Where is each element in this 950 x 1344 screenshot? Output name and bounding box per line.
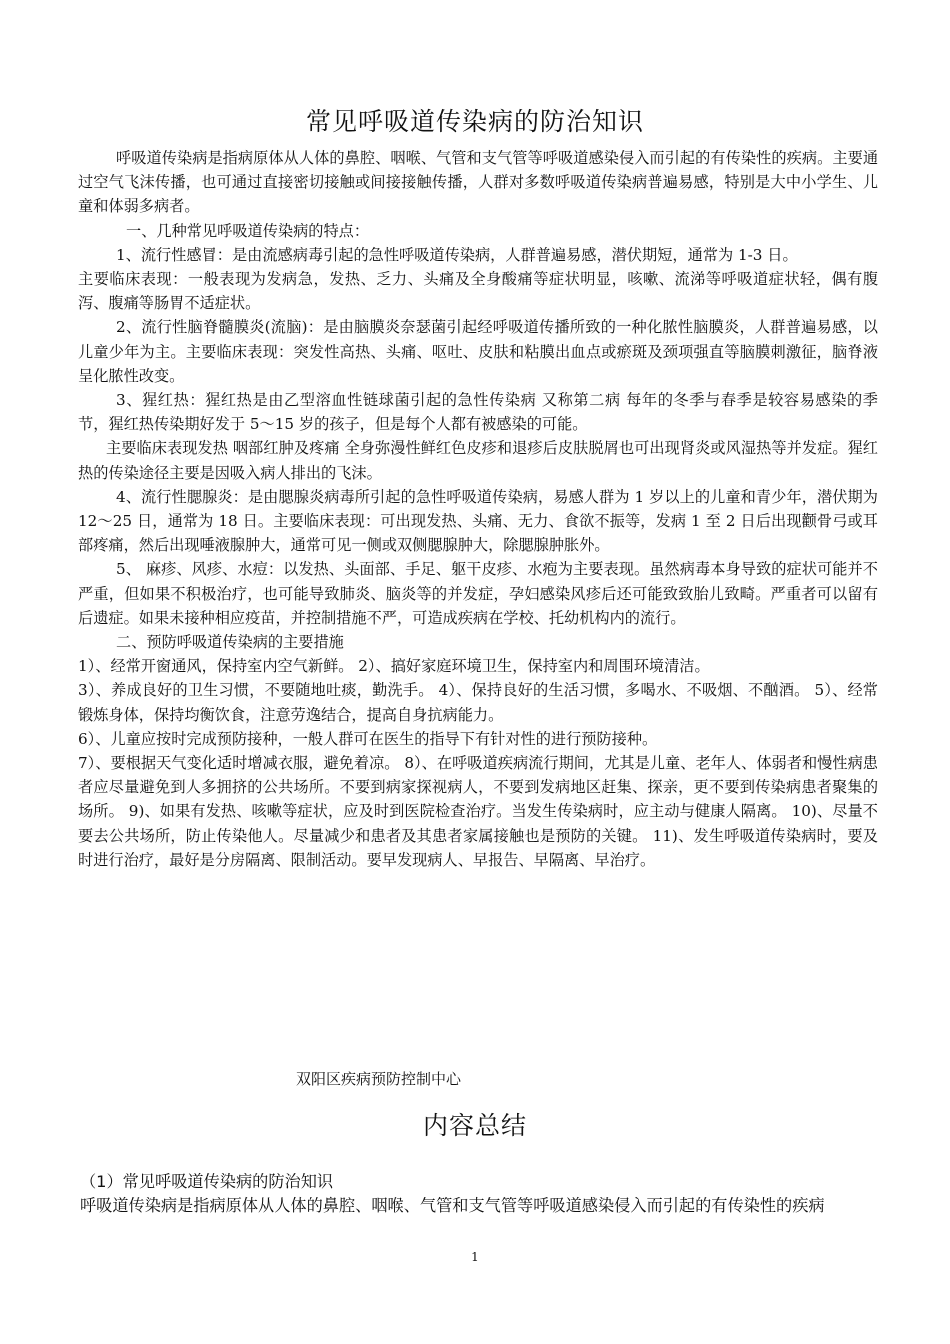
summary-item-text: 呼吸道传染病是指病原体从人体的鼻腔、咽喉、气管和支气管等呼吸道感染侵入而引起的有传染性的疾病 (80, 1196, 825, 1215)
prevention-item: 3）、养成良好的卫生习惯，不要随地吐痰，勤洗手。 4）、保持良好的生活习惯，多喝水、不吸烟、不酗酒。 5）、经常锻炼身体，保持均衡饮食，注意劳逸结合，提高自身抗病能力。 (78, 681, 878, 724)
mumps-paragraph: 4、流行性腮腺炎：是由腮腺炎病毒所引起的急性呼吸道传染病，易感人群为 1 岁以上的儿童和青少年，潜伏期为 12～25 日，通常为 18 日。主要临床表现：可出现发热、头痛、无力、食欲不振等，发病 1 至 2 日后出现颧骨弓或耳部疼痛，然后出现唾液腺肿大，通常可见一侧或双侧腮腺肿大，除腮腺肿胀外。 (78, 487, 878, 555)
prevention-item: 7）、要根据天气变化适时增减衣服，避免着凉。 8）、在呼吸道疾病流行期间，尤其是儿童、老年人、体弱者和慢性病患者应尽量避免到人多拥挤的公共场所。不要到病家探视病人，不要到发病地区赶集、探亲，更不要到传染病患者聚集的场所。 9)、如果有发热、咳嗽等症状，应及时到医院检查治疗。当发生传染病时，应主动与健康人隔离。 10)、尽量不要去公共场所，防止传染他人。尽量减少和患者及其患者家属接触也是预防的关键。 11)、发生呼吸道传染病时，要及时进行治疗，最好是分房隔离、限制活动。要早发现病人、早报告、早隔离、早治疗。 (78, 754, 878, 869)
summary-item-heading: （1）常见呼吸道传染病的防治知识 (80, 1172, 334, 1191)
page-number: 1 (471, 1250, 479, 1264)
section-heading-prevention: 二、预防呼吸道传染病的主要措施 (116, 633, 344, 652)
prevention-item: 1）、经常开窗通风，保持室内空气新鲜。 2）、搞好家庭环境卫生，保持室内和周围环境清洁。 (78, 657, 710, 676)
intro-paragraph: 呼吸道传染病是指病原体从人体的鼻腔、咽喉、气管和支气管等呼吸道感染侵入而引起的有传染性的疾病。主要通过空气飞沫传播，也可通过直接密切接触或间接接触传播，人群对多数呼吸道传染病普遍易感，特别是大中小学生、儿童和体弱多病者。 (78, 149, 878, 216)
signature: 双阳区疾病预防控制中心 (296, 1070, 462, 1088)
section-heading-features: 一、几种常见呼吸道传染病的特点： (126, 221, 369, 240)
measles-paragraph: 5、 麻疹、风疹、水痘：以发热、头面部、手足、躯干皮疹、水疱为主要表现。虽然病毒本身导致的症状可能并不严重，但如果不积极治疗，也可能导致肺炎、脑炎等的并发症，孕妇感染风疹后还可能致致胎儿致畸。严重者可以留有后遗症。如果未接种相应疫苗，并控制措施不严，可造成疾病在学校、托幼机构内的流行。 (78, 560, 878, 627)
summary-title: 内容总结 (422, 1111, 527, 1140)
scarlet-fever-symptoms-paragraph: 主要临床表现发热 咽部红肿及疼痛 全身弥漫性鲜红色皮疹和退疹后皮肤脱屑也可出现肾炎或风湿热等并发症。猩红热的传染途径主要是因吸入病人排出的飞沫。 (78, 439, 878, 482)
summary-body (80, 1170, 880, 1218)
document-title: 常见呼吸道传染病的防治知识 (305, 107, 644, 136)
prevention-item: 6）、儿童应按时完成预防接种，一般人群可在医生的指导下有针对性的进行预防接种。 (78, 729, 658, 748)
document-body (78, 146, 878, 872)
influenza-paragraph: 1、流行性感冒：是由流感病毒引起的急性呼吸道传染病，人群普遍易感，潜伏期短，通常为 1-3 日。 (116, 245, 798, 264)
scarlet-fever-paragraph: 3、猩红热：猩红热是由乙型溶血性链球菌引起的急性传染病 又称第二病 每年的冬季与春季是较容易感染的季节，猩红热传染期好发于 5～15 岁的孩子，但是每个人都有被感染的可能。 (78, 391, 878, 434)
influenza-symptoms-paragraph: 主要临床表现：一般表现为发病急，发热、乏力、头痛及全身酸痛等症状明显，咳嗽、流涕等呼吸道症状轻，偶有腹泻、腹痛等肠胃不适症状。 (78, 270, 878, 313)
meningitis-paragraph: 2、流行性脑脊髓膜炎(流脑)：是由脑膜炎奈瑟菌引起经呼吸道传播所致的一种化脓性脑膜炎，人群普遍易感，以儿童少年为主。主要临床表现：突发性高热、头痛、呕吐、皮肤和粘膜出血点或瘀斑及颈项强直等脑膜刺激征，脑脊液呈化脓性改变。 (78, 318, 878, 385)
